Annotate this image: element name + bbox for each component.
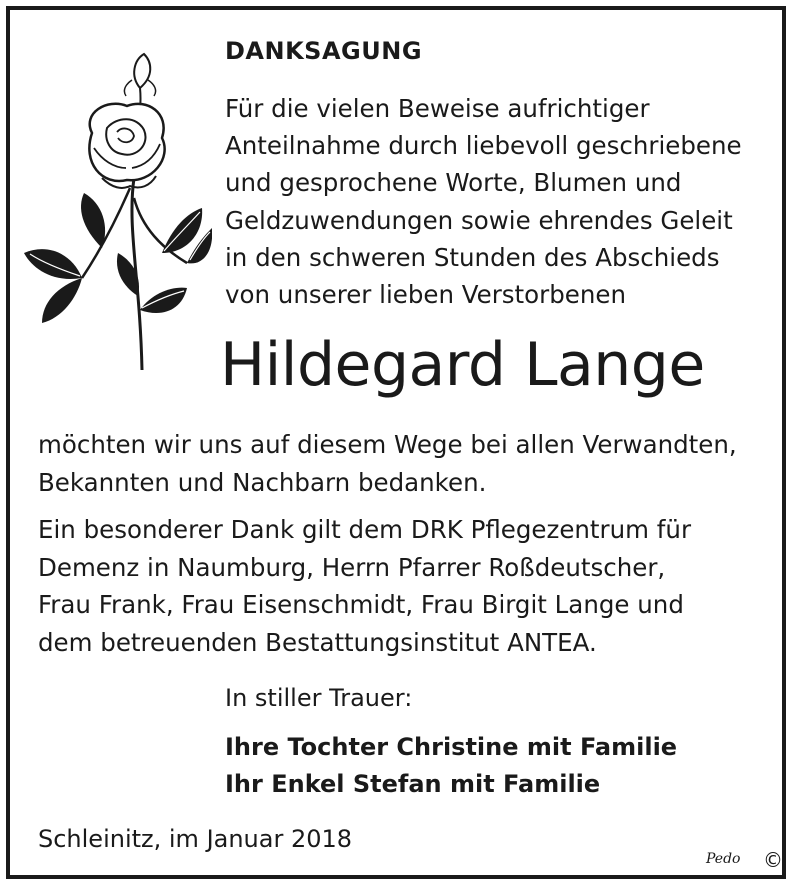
rose-icon xyxy=(22,48,212,370)
intro-line: Für die vielen Beweise aufrichtiger xyxy=(225,94,650,123)
intro-text xyxy=(225,90,775,313)
family-line: Ihr Enkel Stefan mit Familie xyxy=(225,770,601,798)
copyright-icon: © xyxy=(763,848,783,872)
special-thanks-paragraph xyxy=(38,511,778,661)
family-signatures xyxy=(225,729,677,803)
thanks-line: möchten wir uns auf diesem Wege bei allen Verwandten, xyxy=(38,430,737,459)
place-date: Schleinitz, im Januar 2018 xyxy=(38,825,353,853)
intro-line: und gesprochene Worte, Blumen und xyxy=(225,168,682,198)
thanks-line: Bekannten und Nachbarn bedanken. xyxy=(38,467,487,497)
special-thanks-line: Frau Frank, Frau Eisenschmidt, Frau Birgit Lange und xyxy=(38,590,684,619)
special-thanks-line: Ein besonderer Dank gilt dem DRK Pflegezentrum für xyxy=(38,515,692,544)
intro-line: Anteilnahme durch liebevoll geschriebene xyxy=(225,131,742,161)
mourning-label: In stiller Trauer: xyxy=(225,684,413,712)
thanks-paragraph xyxy=(38,426,778,501)
deceased-name: Hildegard Lange xyxy=(220,330,705,400)
special-thanks-line: Demenz in Naumburg, Herrn Pfarrer Roßdeutscher, xyxy=(38,552,666,582)
designer-signature: Pedo xyxy=(706,851,741,867)
intro-line: in den schweren Stunden des Abschieds xyxy=(225,242,720,272)
special-thanks-line: dem betreuenden Bestattungsinstitut ANTEA. xyxy=(38,627,597,657)
intro-line: Geldzuwendungen sowie ehrendes Geleit xyxy=(225,205,733,235)
notice-heading: DANKSAGUNG xyxy=(225,37,423,65)
family-line: Ihre Tochter Christine mit Familie xyxy=(225,733,678,761)
intro-line: von unserer lieben Verstorbenen xyxy=(225,280,626,310)
